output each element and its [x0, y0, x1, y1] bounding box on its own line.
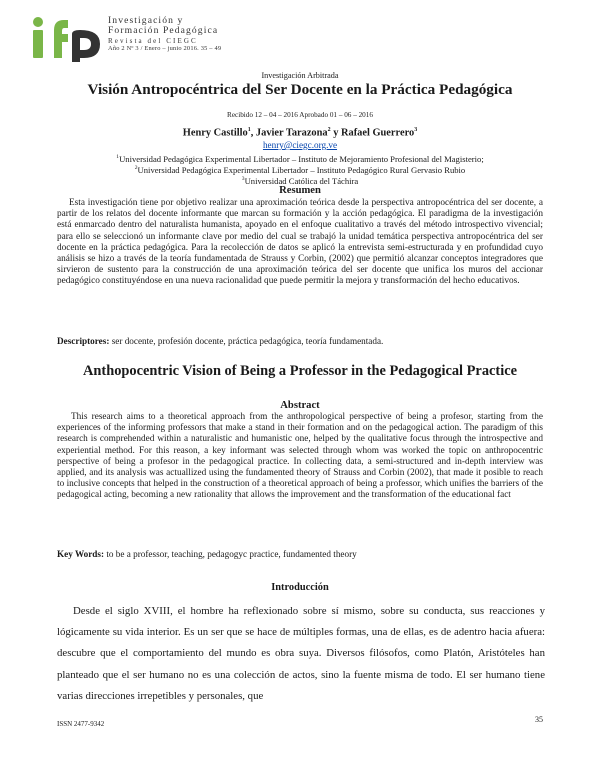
abstract-text: This research aims to a theoretical approach from the anthropological perspective of being a profesor, starting from the experiences of the informing professors that make a stand in their formation and on the pedagogical action. The paradigm of this research is comprehended within a naturalistic and humanistic one, helped by the qualitative focus through the introspective and experiential method. For this reason, a key informant was selected through whom was worked the topic on anthropocentric perspective of being a profesor in the pedagogical practice. In collecting data, a semi-structured and in-depth interview was applied, and its analysis was actuallized using the fundamented theory of Strauss and Corbin (2002), that made it posible to reach to inclusive concepts that helped in the construction of a theoretical approach of being a professor, which unifies the barriers of the pedagogical acting, becoming a new rationality that allows the improvement and the transformation of the educational fact	[57, 412, 543, 501]
author-name: Henry Castillo	[182, 127, 248, 139]
journal-publisher: Revista del CIEGC	[108, 36, 198, 45]
keywords-label: Key Words:	[57, 549, 105, 559]
article-title-en: Anthopocentric Vision of Being a Professor in the Pedagogical Practice	[83, 363, 517, 379]
affiliation-sup: 3	[241, 176, 245, 182]
affiliation-text: Universidad Católica del Táchira	[244, 175, 359, 186]
author-name: Javier Tarazona	[255, 127, 328, 139]
author-name: Rafael Guerrero	[341, 127, 415, 139]
author-sup: 1	[247, 127, 251, 133]
affiliation-text: Universidad Pedagógica Experimental Libertador – Instituto Pedagógico Rural Gervasio Rubio	[137, 164, 466, 175]
journal-issue: Año 2 Nº 3 / Enero – junio 2016. 35 – 49	[108, 44, 222, 52]
journal-logo	[30, 16, 104, 62]
author-separator: ,	[250, 127, 256, 139]
author-email-link[interactable]: henry@ciegc.org.ve	[262, 140, 338, 150]
affiliation-sup: 1	[116, 154, 120, 160]
page-number: 35	[535, 715, 543, 724]
journal-masthead	[108, 16, 221, 53]
issn: ISSN 2477-9342	[57, 720, 105, 728]
affiliation-sup: 2	[134, 165, 138, 171]
received-approved-dates: Recibido 12 – 04 – 2016 Aprobado 01 – 06 – 2016	[227, 111, 373, 119]
resumen-heading: Resumen	[279, 185, 321, 196]
abstract-keywords	[57, 549, 543, 559]
keywords-text: ser docente, profesión docente, práctica pedagógica, teoría fundamentada.	[109, 336, 384, 346]
article-section: Investigación Arbitrada	[261, 71, 339, 80]
affiliation-text: Universidad Pedagógica Experimental Libertador – Instituto de Mejoramiento Profesional del Magisterio;	[119, 153, 484, 164]
journal-name-line2: Formación Pedagógica	[108, 25, 219, 37]
resumen-text: Esta investigación tiene por objetivo realizar una aproximación teórica desde la perspectiva antropocéntrica del ser docente, a partir de los relatos del docente informante que marcan su formación y la acción pedagógica. El paradigma de la investigación está enmarcado dentro del naturalista humanista, apoyado en el enfoque cualitativo a través del método introspectivo vivencial; para ello se seleccionó un informante clave por medio del cual se trabajó la unidad temática perspectiva antropocéntrica del ser docente en la práctica pedagógica. Para la recolección de datos se aplicó la entrevista semi-estructurada y en profundidad cuyo análisis se hizo a través de la teoría fundamentada de Strauss y Corbin, (2002) que permitió alcanzar conceptos integradores que sirvieron de sustento para la construcción de una aproximación teórica del ser docente que unifica los muros del accionar pedagógico constituyéndose en una nueva racionalidad que puede permitir la mejora y transformación del hecho educativos.	[57, 198, 543, 287]
author-sup: 3	[414, 127, 418, 133]
author-sup: 2	[327, 127, 331, 133]
resumen-keywords	[57, 336, 543, 346]
journal-name-line1: Investigación y	[108, 15, 184, 26]
abstract-heading: Abstract	[280, 400, 320, 411]
author-list	[40, 127, 560, 138]
keywords-text: to be a professor, teaching, pedagogyc practice, fundamented theory	[104, 549, 357, 559]
author-separator: y	[330, 127, 341, 139]
intro-heading: Introducción	[271, 582, 329, 593]
keywords-label: Descriptores:	[57, 336, 110, 346]
article-title-es: Visión Antropocéntrica del Ser Docente en la Práctica Pedagógica	[87, 81, 513, 98]
ifp-logo-icon	[30, 16, 104, 62]
intro-paragraph: Desde el siglo XVIII, el hombre ha reflexionado sobre sí mismo, sobre su conducta, sus reacciones y lógicamente su vida interior. Es un ser que se hace de múltiples formas, una de ellas, es de adentro hacia afuera: descubre que el comportamiento del mundo es obra suya. Diversos filósofos, como Platón, Aristóteles han planteado que el ser humano no es una colección de actos, sino la fuente misma de todo. El ser humano tiene varias direcciones irrepetibles y personales, que	[57, 605, 545, 702]
